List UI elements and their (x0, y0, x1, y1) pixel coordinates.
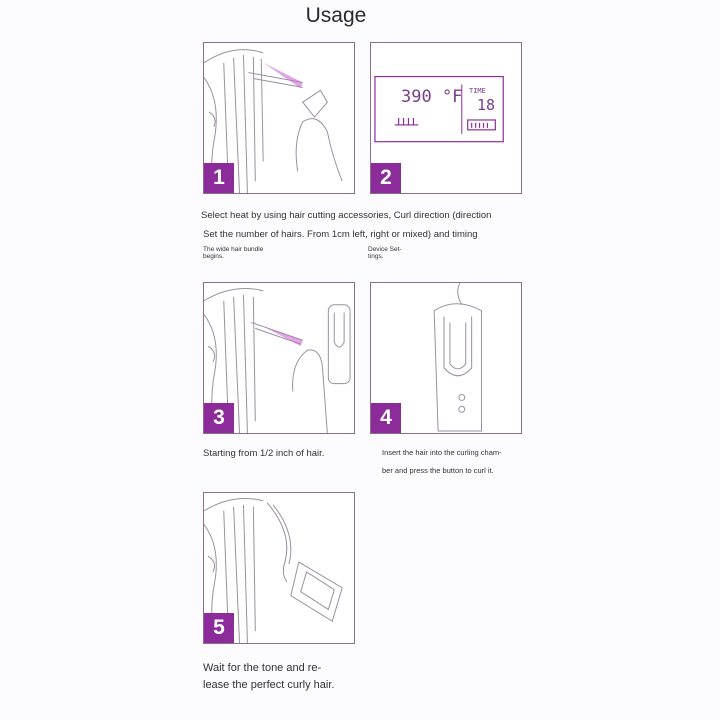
caption-step3: Starting from 1/2 inch of hair. (203, 448, 325, 459)
page-title: Usage (305, 4, 367, 27)
caption-step4-line2: ber and press the button to curl it. (382, 466, 494, 475)
step-2-panel (370, 42, 522, 194)
caption-step4-line1: Insert the hair into the curling cham- (382, 448, 502, 457)
time-readout: 18 (477, 96, 496, 114)
step-4-number: 4 (371, 403, 401, 433)
step-1-number: 1 (204, 163, 234, 193)
time-label: TIME (469, 87, 486, 95)
step-3-panel (203, 282, 355, 434)
caption-step1-small: The wide hair bundle begins. (203, 246, 264, 260)
step-1-panel (203, 42, 355, 194)
caption-row1-line1: Select heat by using hair cutting accessories, Curl direction (direction (201, 210, 492, 221)
step-3-number: 3 (204, 403, 234, 433)
step-2-number: 2 (371, 163, 401, 193)
caption-row1-line2: Set the number of hairs. From 1cm left, right or mixed) and timing (203, 229, 478, 240)
step-5-panel (203, 492, 355, 644)
step-4-panel (370, 282, 522, 434)
caption-step2-small: Device Set- tings. (368, 246, 402, 260)
caption-step5: Wait for the tone and re- lease the perfect curly hair. (203, 662, 335, 691)
temperature-readout: 390 °F (401, 87, 463, 107)
step-5-number: 5 (204, 613, 234, 643)
